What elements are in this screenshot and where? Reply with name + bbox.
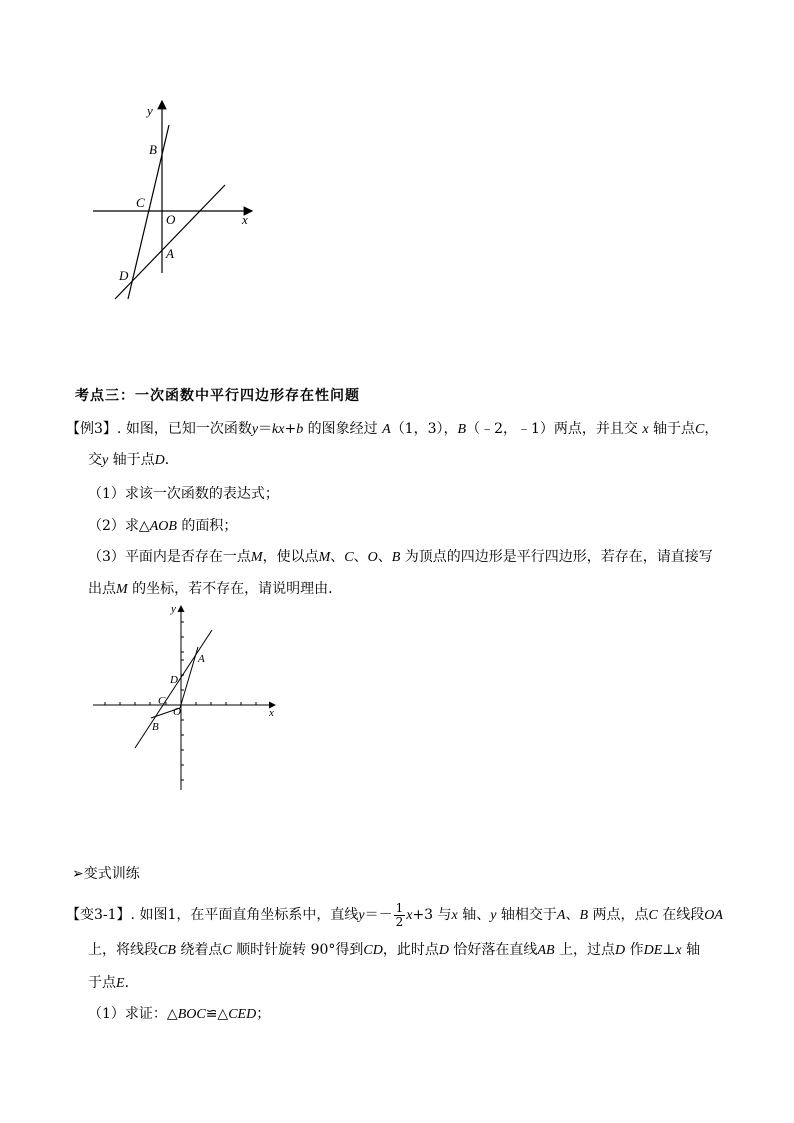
example3-question-3-line1: （3）平面内是否存在一点M，使以点M、C、O、B 为顶点的四边形是平行四边形，若存在，请直接写 [88,549,713,565]
example3-line2: 交y 轴于点D． [88,452,179,468]
section-heading: 考点三：一次函数中平行四边形存在性问题 [75,388,360,404]
label-c: C [136,195,145,210]
line-ad [115,185,225,299]
label-x: x [242,212,248,227]
label-d: D [170,674,178,686]
label-y: y [171,603,176,615]
example3-question-2: （2）求△AOB 的面积； [88,518,238,534]
variant31-line3: 于点E． [88,975,139,991]
example3-question-1: （1）求该一次函数的表达式； [88,486,279,502]
arrow-bullet-icon: ➢ [72,866,84,882]
practice-heading: ➢变式训练 [72,866,140,882]
line-ab [135,630,212,748]
variant31-line1: 【变3-1】. 如图1，在平面直角坐标系中，直线y＝－ $\frac{1}{2}$ x+3 与x 轴、y 轴相交于A、B 两点，点C 在线段OA [66,900,723,929]
variant-tag: 【变3-1】 [66,907,131,923]
label-o: O [173,706,181,718]
fraction-one-half: $\frac{1}{2}$ [395,900,404,929]
example3-question-3-line2: 出点M 的坐标，若不存在，请说明理由． [88,581,343,597]
figure-1-graph [85,95,260,310]
label-o: O [166,212,176,227]
label-a: A [198,653,205,665]
label-b: B [149,142,157,157]
line-ao [180,647,198,708]
example-tag: 【例3】 [66,421,117,437]
label-c: C [158,695,166,707]
label-a: A [166,246,174,261]
figure-2-graph [88,600,288,795]
label-b: B [152,721,159,733]
label-x: x [269,707,274,719]
variant31-question-1: （1）求证：△BOC≌△CED； [88,1006,271,1022]
variant31-line2: 上，将线段CB 绕着点C 顺时针旋转 90°得到CD，此时点D 恰好落在直线AB 上，过点D 作DE⊥x 轴 [88,942,701,958]
example3-line1: 【例3】. 如图，已知一次函数y＝kx+b 的图象经过 A（1，3），B（﹣2，﹣1）两点，并且交 x 轴于点C， [66,421,719,437]
label-d: D [119,268,129,283]
label-y: y [147,103,153,118]
